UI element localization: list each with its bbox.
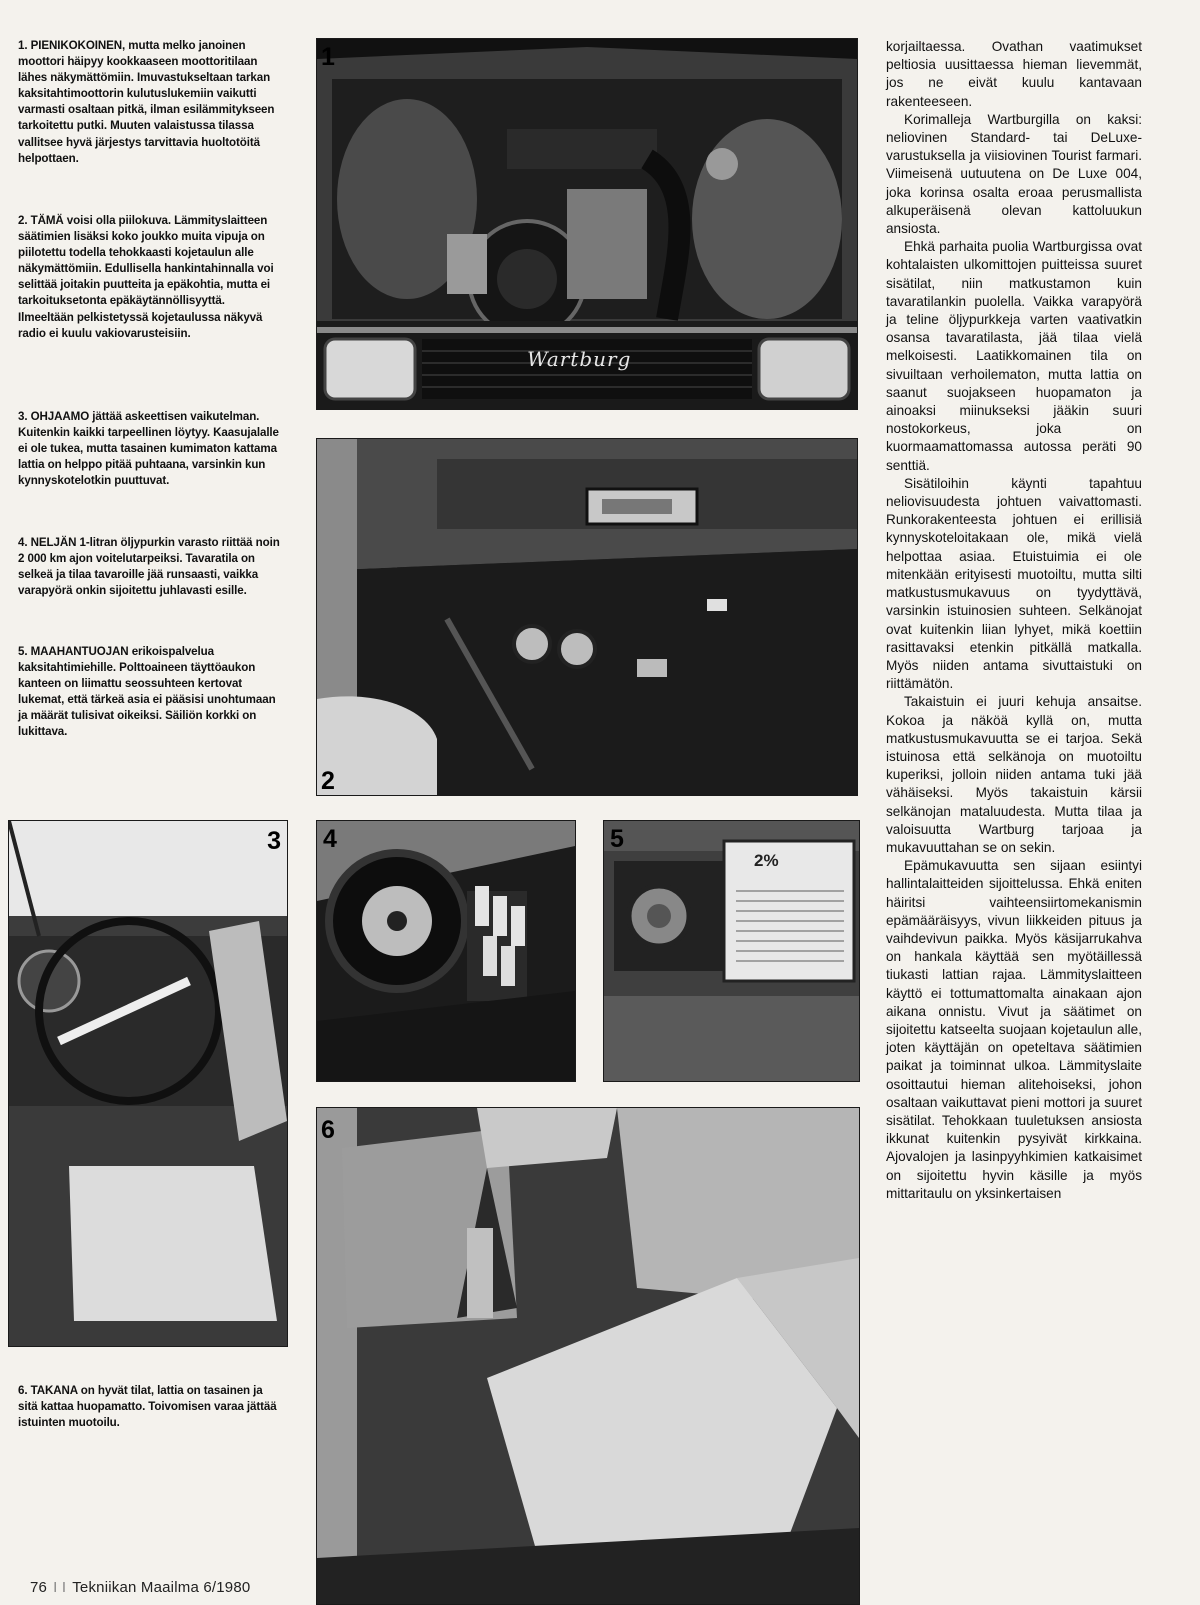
article-body <box>886 38 1142 1203</box>
cockpit-illustration <box>9 821 287 1346</box>
photo-cockpit <box>8 820 288 1347</box>
photo-fuel-cap <box>603 820 860 1082</box>
page-number: 76 <box>30 1579 48 1596</box>
mix-ratio-label: 2% <box>754 851 779 870</box>
caption-5-lead: 5. MAAHANTUOJAN <box>18 645 129 658</box>
caption-5 <box>18 644 280 741</box>
photo-6-number: 6 <box>321 1116 335 1144</box>
caption-4-text: 1-litran öljypurkin varasto riittää noin 2 000 km ajon voitelutarpeiksi. Tavaratila on selkeä ja tilaa tavaroille jää runsaasti, vaikka varapyörä onkin sijoitettu juhlavasti esille. <box>18 536 280 598</box>
article-paragraph: Takaistuin ei juuri kehuja ansaitse. Kokoa ja näköä kyllä on, mutta matkustusmukavuutta se ei tarjoa. Sekä istuinosa että selkänoja on muotoiltu kuperiksi, jolloin niiden antama tuki jää vähäiseksi. Myös takaistuin kärsii selkänojan mataluudesta. Mutta tilaa ja valoisuutta Wartburg tarjoaa ja mukavuuttahan se on sekin. <box>886 694 1142 855</box>
caption-2-text: voisi olla piilokuva. Lämmityslaitteen säätimien lisäksi koko joukko muita vipuja on piilotettu todella tehokkaasti kojetaulun alle näkymättömiin. Edullisella hankintahinnalla voi selittää joitakin puutteita ja epäkohtia, mutta ei tarkoituksetonta epäkäytännöllisyyttä. Ilmeeltään pelkistetyssä kojetaulussa näkyvä radio ei kuulu vakiovarusteisiin. <box>18 214 274 340</box>
folio-separator: I I <box>53 1579 67 1596</box>
caption-5-text: erikoispalvelua kaksitahtimiehille. Polttoaineen täyttöaukon kanteen on liimattu seossuhteen kertovat lukemat, että tärkeä asia ei pääsisi unohtumaan ja määrät tulisivat oikeiksi. Säiliön korkki on lukittava. <box>18 645 276 739</box>
caption-2 <box>18 213 280 342</box>
article-paragraph: korjailtaessa. Ovathan vaatimukset peltiosia uusittaessa hieman lievemmät, jos ne eivät kuulu kantavaan rakenteeseen. <box>886 39 1142 109</box>
photo-3-number: 3 <box>267 827 281 855</box>
article-paragraph: Ehkä parhaita puolia Wartburgissa ovat kohtalaisten ulkomittojen puitteissa suuret sisätilat, niin matkustamon kuin tavaratilankin puolella. Vaikka varapyörä ja teline öljypurkkeja varten vaativatkin osansa tavaratilasta, jää tilaa vielä melkoisesti. Laatikkomainen tila on sivuiltaan verhoilematon, mutta lattia on saanut suojakseen huopamaton ja ainoaksi miinukseksi jääkin suuri nostokorkeus, joka on kuormaamattomassa autossa peräti 90 senttiä. <box>886 239 1142 473</box>
caption-6-lead: 6. TAKANA <box>18 1384 78 1397</box>
fuel-cap-illustration <box>604 821 859 1081</box>
caption-4-lead: 4. NELJÄN <box>18 536 77 549</box>
photo-4-number: 4 <box>323 825 337 853</box>
caption-3-text: jättää askeettisen vaikutelman. Kuitenkin kaikki tarpeellinen löytyy. Kaasujalalle ei ole tukea, mutta tasainen kumimaton kattama lattia on helppo pitää puhtaana, varsinkin kun kynnyskotelotkin puuttuvat. <box>18 410 279 488</box>
magazine-issue: Tekniikan Maailma 6/1980 <box>72 1579 251 1596</box>
photo-engine-bay <box>316 38 858 410</box>
wartburg-badge: Wartburg <box>527 347 632 371</box>
caption-1-lead: 1. PIENIKOKOINEN, <box>18 39 126 52</box>
photo-2-number: 2 <box>321 767 335 795</box>
caption-1 <box>18 38 280 167</box>
photo-rear-seat <box>316 1107 860 1605</box>
photo-trunk <box>316 820 576 1082</box>
caption-4 <box>18 535 280 599</box>
caption-1-text: mutta melko janoinen moottori häipyy kookkaaseen moottoritilaan lähes näkymättömiin. Imuvastukseltaan tarkan kaksitahtimoottorin kulutuslukemiin vaikutti varmasti osaltaan pitkä, ilman esilämmitykseen tarkoitettu putki. Muuten valaistussa tilassa vallitsee hyvä järjestys tarvittavia huoltotöitä helpottaen. <box>18 39 275 165</box>
photo-1-number: 1 <box>321 43 335 71</box>
article-paragraph: Sisätiloihin käynti tapahtuu neliovisuudesta johtuen vaivattomasti. Runkorakenteesta johtuen ei erillisiä kynnyskoteloitakaan ole, mikä vielä helpottaa asiaa. Etuistuimia ei ole mitenkään erityisesti muotoiltu, mutta silti matkustusmukavuus on tyydyttävä, varsinkin istuinosien suhteen. Selkänojat ovat kuitenkin liian lyhyet, mikä koettiin rasittavaksi etenkin pitkällä matkalla. Myös niiden antama sivuttaistuki on riittämätön. <box>886 475 1142 692</box>
caption-3 <box>18 409 280 489</box>
dashboard-floor-illustration <box>317 439 857 795</box>
page-folio <box>30 1579 250 1596</box>
caption-6 <box>18 1383 280 1431</box>
rear-seat-illustration <box>317 1108 859 1604</box>
caption-2-lead: 2. TÄMÄ <box>18 214 64 227</box>
caption-6-text: on hyvät tilat, lattia on tasainen ja sitä kattaa huopamatto. Toivomisen varaa jättää istuinten muotoilu. <box>18 1384 277 1430</box>
photo-5-number: 5 <box>610 825 624 853</box>
article-paragraph: Korimalleja Wartburgilla on kaksi: neliovinen Standard- tai DeLuxe-varustuksella ja viisiovinen Tourist farmari. Viimeisenä uutuutena on De Luxe 004, joka korinsa osalta eroaa perusmallista alkuperäisenä olevan kattoluukun ansiosta. <box>886 111 1142 237</box>
caption-3-lead: 3. OHJAAMO <box>18 410 90 423</box>
trunk-illustration <box>317 821 575 1081</box>
photo-dashboard-floor <box>316 438 858 796</box>
article-paragraph: Epämukavuutta sen sijaan esiintyi hallintalaitteiden sijoittelussa. Ehkä eniten häiritsi vaihteensiirtomekanismin epämääräisyys, vivun liikkeiden pituus ja vaihdevivun paikka. Myös käsijarrukahva on hankala käyttää sen myötäillessä tiukasti lattian rajaa. Lämmityslaitteen käyttö ei tottumattomalta ainakaan ajon aikana onnistu. Vivut ja säätimet on sijoitettu katseelta suojaan kojetaulun alle, joten käyttäjän on opeteltava säätimien paikat ja toiminnat ulkoa. Lämmityslaite osoittautui hieman alitehoiseksi, johon osaltaan vaikuttavat pieni mottori ja suuret sisätilat. Tehokkaan tuuletuksen ansiosta ikkunat kuitenkin pysyivät kirkkaina. Ajovalojen ja lasinpyyhkimien katkaisimet on sijoitettu hyvin käsille ja myös mittaritaulu on yksinkertaisen <box>886 858 1142 1201</box>
